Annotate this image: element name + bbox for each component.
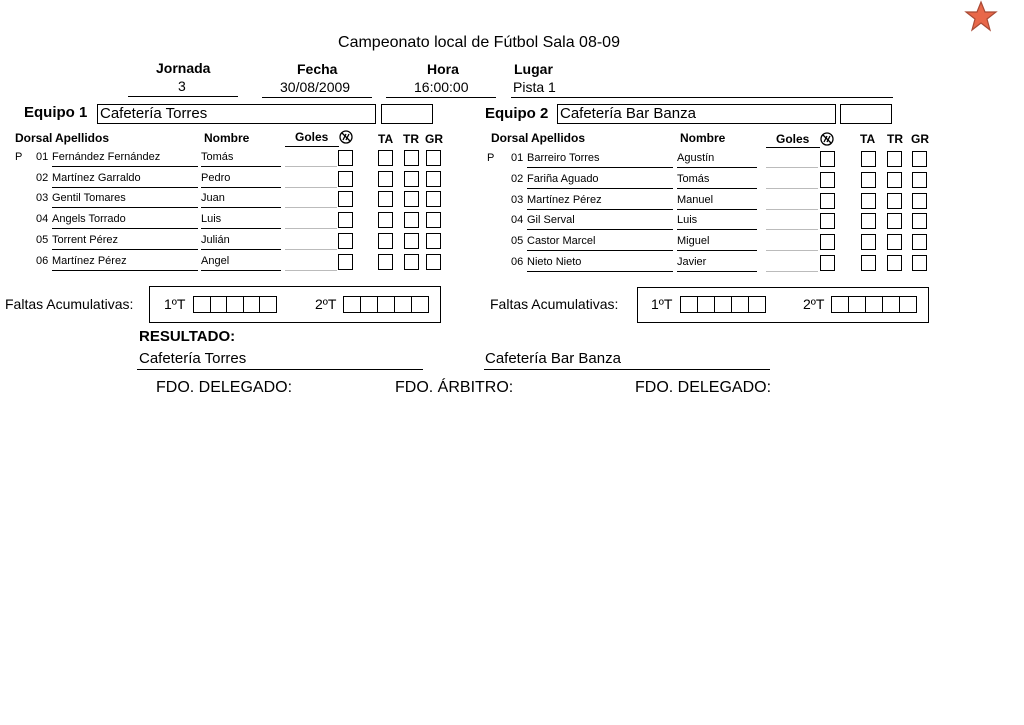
col-nombre: Nombre — [204, 131, 250, 145]
player-apellidos: Castor Marcel — [527, 235, 596, 248]
player-apellidos: Torrent Pérez — [52, 233, 119, 246]
col-ta: TA — [378, 132, 394, 146]
jornada-line — [128, 96, 238, 97]
hora-value: 16:00:00 — [414, 79, 469, 95]
player-apellidos: Angels Torrado — [52, 213, 126, 226]
fouls-half1-label: 1ºT — [164, 296, 186, 312]
player-dorsal: 05 — [511, 235, 524, 248]
ta-check[interactable] — [861, 234, 876, 250]
goal-check[interactable] — [820, 213, 835, 229]
team1-name: Cafetería Torres — [100, 105, 208, 122]
goles-underline — [285, 146, 339, 147]
apellidos-line — [527, 271, 673, 272]
apellidos-line — [527, 250, 673, 251]
nombre-line — [677, 229, 757, 230]
gr-check[interactable] — [426, 212, 441, 228]
team2-name: Cafetería Bar Banza — [560, 105, 696, 122]
signature-delegado1: FDO. DELEGADO: — [156, 379, 293, 396]
hora-label: Hora — [427, 61, 459, 77]
goles-field[interactable] — [285, 270, 337, 271]
player-dorsal: 03 — [36, 192, 49, 205]
nombre-line — [201, 270, 281, 271]
tr-check[interactable] — [404, 212, 419, 228]
player-dorsal: 03 — [511, 193, 524, 206]
goal-check[interactable] — [820, 151, 835, 167]
player-nombre: Julián — [201, 233, 230, 246]
captain-mark: P — [15, 151, 23, 163]
team2-score-box[interactable] — [840, 104, 892, 124]
goles-field[interactable] — [766, 271, 818, 272]
player-dorsal: 06 — [36, 254, 49, 267]
goles-field[interactable] — [285, 249, 337, 250]
player-nombre: Luis — [677, 214, 698, 227]
col-tr: TR — [887, 132, 903, 146]
captain-mark: P — [487, 152, 495, 164]
nombre-line — [201, 187, 281, 188]
goles-field[interactable] — [766, 188, 818, 189]
fouls-half2-label: 2ºT — [315, 296, 337, 312]
player-nombre: Agustín — [677, 152, 715, 164]
col-dorsal: Dorsal — [491, 131, 529, 145]
gr-check[interactable] — [912, 151, 927, 167]
team1-name-field[interactable] — [97, 104, 376, 124]
apellidos-line — [52, 249, 198, 250]
gr-check[interactable] — [426, 191, 441, 207]
tr-check[interactable] — [404, 171, 419, 187]
tr-check[interactable] — [887, 234, 902, 250]
nombre-line — [677, 188, 757, 189]
goles-field[interactable] — [285, 187, 337, 188]
lugar-value: Pista 1 — [513, 79, 556, 95]
tr-check[interactable] — [887, 172, 902, 188]
nombre-line — [677, 167, 757, 168]
ta-check[interactable] — [378, 150, 393, 166]
goles-underline — [766, 147, 820, 148]
nombre-line — [201, 249, 281, 250]
apellidos-line — [527, 229, 673, 230]
apellidos-line — [527, 167, 673, 168]
gr-check[interactable] — [912, 255, 927, 271]
goal-check[interactable] — [338, 150, 353, 166]
nombre-line — [201, 166, 281, 167]
player-dorsal: 01 — [511, 152, 524, 164]
soccer-ball-icon — [820, 132, 834, 146]
player-nombre: Javier — [677, 256, 707, 268]
lugar-line — [511, 97, 893, 98]
col-ta: TA — [860, 132, 876, 146]
apellidos-line — [52, 270, 198, 271]
player-nombre: Angel — [201, 254, 230, 267]
player-nombre: Tomás — [201, 151, 234, 163]
player-apellidos: Martínez Garraldo — [52, 171, 141, 184]
team2-label: Equipo 2 — [485, 105, 549, 122]
jornada-value: 3 — [178, 78, 186, 94]
col-apellidos: Apellidos — [531, 131, 586, 145]
tr-check[interactable] — [887, 193, 902, 209]
goles-field[interactable] — [285, 166, 337, 167]
col-nombre: Nombre — [680, 131, 726, 145]
nombre-line — [677, 271, 757, 272]
team1-label: Equipo 1 — [24, 104, 88, 121]
team1-fouls-half2[interactable] — [343, 296, 429, 313]
jornada-label: Jornada — [156, 60, 211, 76]
page-title: Campeonato local de Fútbol Sala 08-09 — [338, 34, 620, 51]
ta-check[interactable] — [378, 171, 393, 187]
goal-check[interactable] — [338, 212, 353, 228]
team2-fouls-half2[interactable] — [831, 296, 917, 313]
fecha-value: 30/08/2009 — [280, 79, 351, 95]
result-team2: Cafetería Bar Banza — [485, 350, 621, 367]
apellidos-line — [52, 187, 198, 188]
team1-fouls-half1[interactable] — [193, 296, 277, 313]
tr-check[interactable] — [404, 191, 419, 207]
ta-check[interactable] — [861, 255, 876, 271]
col-gr: GR — [911, 132, 929, 146]
gr-check[interactable] — [912, 213, 927, 229]
tr-check[interactable] — [404, 254, 419, 270]
ta-check[interactable] — [378, 254, 393, 270]
apellidos-line — [527, 209, 673, 210]
tr-check[interactable] — [887, 255, 902, 271]
goles-field[interactable] — [766, 229, 818, 230]
ta-check[interactable] — [861, 172, 876, 188]
ta-check[interactable] — [861, 193, 876, 209]
player-nombre: Miguel — [677, 235, 710, 248]
player-apellidos: Fernández Fernández — [52, 151, 161, 163]
gr-check[interactable] — [426, 254, 441, 270]
player-nombre: Tomás — [677, 172, 710, 185]
player-apellidos: Martínez Pérez — [527, 193, 602, 206]
gr-check[interactable] — [426, 233, 441, 249]
gr-check[interactable] — [912, 193, 927, 209]
fouls-half1-label: 1ºT — [651, 296, 673, 312]
player-dorsal: 05 — [36, 233, 49, 246]
gr-check[interactable] — [426, 150, 441, 166]
soccer-ball-icon — [339, 130, 353, 144]
col-tr: TR — [403, 132, 419, 146]
fecha-line — [262, 97, 372, 98]
col-dorsal: Dorsal — [15, 131, 53, 145]
goal-check[interactable] — [820, 193, 835, 209]
tr-check[interactable] — [887, 213, 902, 229]
goal-check[interactable] — [338, 233, 353, 249]
goles-field[interactable] — [766, 167, 818, 168]
goles-field[interactable] — [285, 228, 337, 229]
ta-check[interactable] — [378, 191, 393, 207]
player-dorsal: 02 — [36, 171, 49, 184]
goal-check[interactable] — [820, 255, 835, 271]
nombre-line — [677, 209, 757, 210]
player-dorsal: 01 — [36, 151, 49, 163]
player-nombre: Juan — [201, 192, 225, 205]
result-label: RESULTADO: — [139, 328, 236, 345]
team2-fouls-half1[interactable] — [680, 296, 766, 313]
goles-field[interactable] — [766, 209, 818, 210]
player-dorsal: 06 — [511, 256, 524, 268]
goal-check[interactable] — [820, 172, 835, 188]
tr-check[interactable] — [404, 233, 419, 249]
player-apellidos: Gil Serval — [527, 214, 575, 227]
player-nombre: Manuel — [677, 193, 714, 206]
signature-delegado2: FDO. DELEGADO: — [635, 379, 772, 396]
goles-field[interactable] — [285, 207, 337, 208]
goal-check[interactable] — [338, 191, 353, 207]
ta-check[interactable] — [378, 233, 393, 249]
player-nombre: Luis — [201, 213, 222, 226]
fouls-label: Faltas Acumulativas: — [5, 296, 134, 312]
goal-check[interactable] — [338, 171, 353, 187]
apellidos-line — [527, 188, 673, 189]
apellidos-line — [52, 228, 198, 229]
team2-name-field[interactable] — [557, 104, 836, 124]
gr-check[interactable] — [912, 172, 927, 188]
nombre-line — [201, 207, 281, 208]
fouls-half2-label: 2ºT — [803, 296, 825, 312]
ta-check[interactable] — [861, 151, 876, 167]
nombre-line — [201, 228, 281, 229]
gr-check[interactable] — [426, 171, 441, 187]
nombre-line — [677, 250, 757, 251]
player-nombre: Pedro — [201, 171, 231, 184]
player-apellidos: Fariña Aguado — [527, 172, 599, 185]
result-team1: Cafetería Torres — [139, 350, 247, 367]
apellidos-line — [52, 207, 198, 208]
tr-check[interactable] — [887, 151, 902, 167]
col-apellidos: Apellidos — [55, 131, 110, 145]
tr-check[interactable] — [404, 150, 419, 166]
result-team1-line — [137, 369, 423, 370]
fouls-label: Faltas Acumulativas: — [490, 296, 619, 312]
player-dorsal: 02 — [511, 172, 524, 185]
team1-score-box[interactable] — [381, 104, 433, 124]
player-dorsal: 04 — [36, 213, 49, 226]
player-apellidos: Gentil Tomares — [52, 192, 126, 205]
ta-check[interactable] — [861, 213, 876, 229]
lugar-label: Lugar — [514, 61, 553, 77]
goal-check[interactable] — [338, 254, 353, 270]
signature-arbitro: FDO. ÁRBITRO: — [395, 379, 514, 396]
apellidos-line — [52, 166, 198, 167]
goal-check[interactable] — [820, 234, 835, 250]
ta-check[interactable] — [378, 212, 393, 228]
result-team2-line — [484, 369, 770, 370]
col-goles: Goles — [776, 132, 810, 146]
player-apellidos: Barreiro Torres — [527, 152, 600, 164]
star-icon[interactable] — [964, 0, 998, 32]
goles-field[interactable] — [766, 250, 818, 251]
player-dorsal: 04 — [511, 214, 524, 227]
player-apellidos: Martínez Pérez — [52, 254, 127, 267]
hora-line — [386, 97, 496, 98]
fecha-label: Fecha — [297, 61, 338, 77]
col-gr: GR — [425, 132, 443, 146]
player-apellidos: Nieto Nieto — [527, 256, 582, 268]
gr-check[interactable] — [912, 234, 927, 250]
col-goles: Goles — [295, 130, 329, 144]
